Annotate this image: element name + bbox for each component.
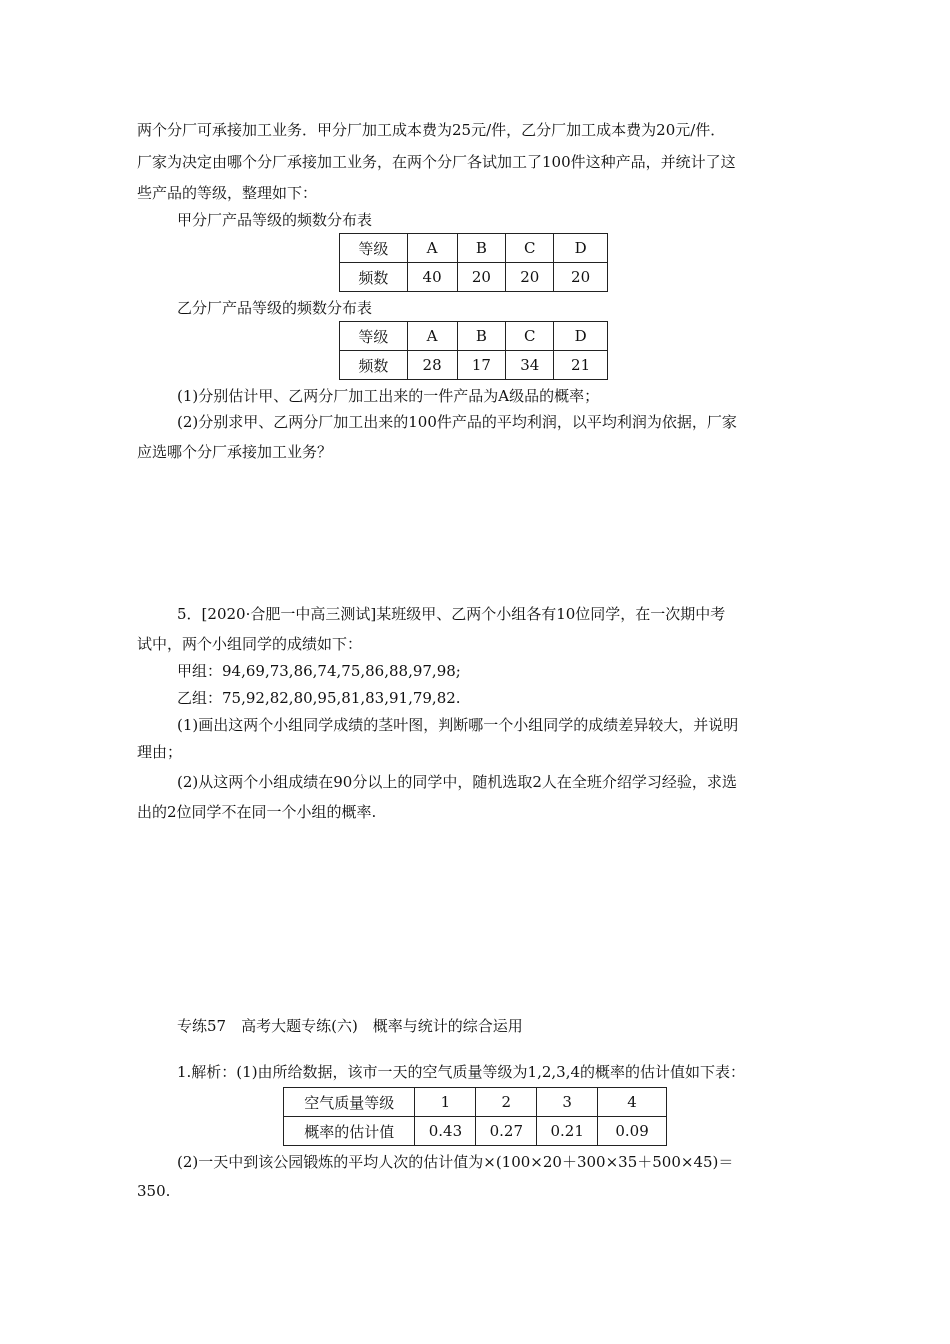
problem5-line-1: 5．[2020·合肥一中高三测试]某班级甲、乙两个小组各有10位同学，在一次期中考 bbox=[177, 605, 726, 623]
answer-2-line-2: 350. bbox=[137, 1182, 171, 1200]
problem5-line-2: 试中，两个小组同学的成绩如下： bbox=[137, 635, 363, 653]
table-row bbox=[340, 234, 608, 263]
problem5-question-1-line-2: 理由； bbox=[137, 743, 183, 761]
problem4-intro-line-1: 两个分厂可承接加工业务．甲分厂加工成本费为25元/件，乙分厂加工成本费为20元/件． bbox=[137, 121, 726, 139]
answers-section-title: 专练57 高考大题专练(六) 概率与统计的综合运用 bbox=[177, 1017, 523, 1035]
table-cell: 4 bbox=[598, 1088, 667, 1117]
table-cell: 20 bbox=[457, 263, 506, 292]
table-row bbox=[340, 263, 608, 292]
table-cell: B bbox=[457, 322, 506, 351]
problem4-question-2-line-2: 应选哪个分厂承接加工业务？ bbox=[137, 443, 333, 461]
table-cell: 20 bbox=[506, 263, 554, 292]
table-b-caption: 乙分厂产品等级的频数分布表 bbox=[177, 299, 373, 317]
table-cell: 等级 bbox=[340, 234, 408, 263]
probability-table bbox=[283, 1087, 667, 1146]
table-cell: A bbox=[407, 234, 457, 263]
table-a bbox=[339, 233, 608, 292]
table-cell: D bbox=[554, 322, 608, 351]
table-row bbox=[340, 322, 608, 351]
table-cell: 概率的估计值 bbox=[284, 1117, 415, 1146]
table-cell: 40 bbox=[407, 263, 457, 292]
table-cell: 3 bbox=[537, 1088, 598, 1117]
answer-2-line-1: (2)一天中到该公园锻炼的平均人次的估计值为×(100×20＋300×35＋500×45)＝ bbox=[177, 1153, 734, 1171]
answer-1-line: 1.解析：(1)由所给数据，该市一天的空气质量等级为1,2,3,4的概率的估计值如下表： bbox=[177, 1063, 746, 1081]
problem5-group-b: 乙组：75,92,82,80,95,81,83,91,79,82. bbox=[177, 689, 461, 707]
table-cell: C bbox=[506, 322, 554, 351]
problem4-intro-line-3: 些产品的等级，整理如下： bbox=[137, 184, 318, 202]
table-cell: 34 bbox=[506, 351, 554, 380]
table-cell: B bbox=[457, 234, 506, 263]
problem4-intro-line-2: 厂家为决定由哪个分厂承接加工业务，在两个分厂各试加工了100件这种产品，并统计了这 bbox=[137, 153, 736, 171]
table-cell: 频数 bbox=[340, 263, 408, 292]
table-cell: 28 bbox=[407, 351, 457, 380]
problem5-question-2-line-1: (2)从这两个小组成绩在90分以上的同学中，随机选取2人在全班介绍学习经验，求选 bbox=[177, 773, 737, 791]
table-cell: 0.27 bbox=[476, 1117, 537, 1146]
table-cell: 0.09 bbox=[598, 1117, 667, 1146]
table-a-caption: 甲分厂产品等级的频数分布表 bbox=[177, 211, 373, 229]
problem5-question-1-line-1: (1)画出这两个小组同学成绩的茎叶图，判断哪一个小组同学的成绩差异较大，并说明 bbox=[177, 716, 739, 734]
table-cell: C bbox=[506, 234, 554, 263]
table-cell: 等级 bbox=[340, 322, 408, 351]
table-cell: 20 bbox=[554, 263, 608, 292]
problem5-group-a: 甲组：94,69,73,86,74,75,86,88,97,98; bbox=[177, 662, 461, 680]
problem4-question-2-line-1: (2)分别求甲、乙两分厂加工出来的100件产品的平均利润，以平均利润为依据，厂家 bbox=[177, 413, 737, 431]
table-row bbox=[284, 1117, 667, 1146]
table-b bbox=[339, 321, 608, 380]
table-cell: D bbox=[554, 234, 608, 263]
problem5-question-2-line-2: 出的2位同学不在同一个小组的概率. bbox=[137, 803, 377, 821]
table-cell: 0.21 bbox=[537, 1117, 598, 1146]
table-cell: 21 bbox=[554, 351, 608, 380]
table-cell: 2 bbox=[476, 1088, 537, 1117]
problem4-question-1: (1)分别估计甲、乙两分厂加工出来的一件产品为A级品的概率； bbox=[177, 387, 600, 405]
table-cell: 0.43 bbox=[415, 1117, 476, 1146]
table-row bbox=[284, 1088, 667, 1117]
table-cell: 频数 bbox=[340, 351, 408, 380]
table-cell: 1 bbox=[415, 1088, 476, 1117]
table-cell: A bbox=[407, 322, 457, 351]
table-cell: 空气质量等级 bbox=[284, 1088, 415, 1117]
table-row bbox=[340, 351, 608, 380]
table-cell: 17 bbox=[457, 351, 506, 380]
